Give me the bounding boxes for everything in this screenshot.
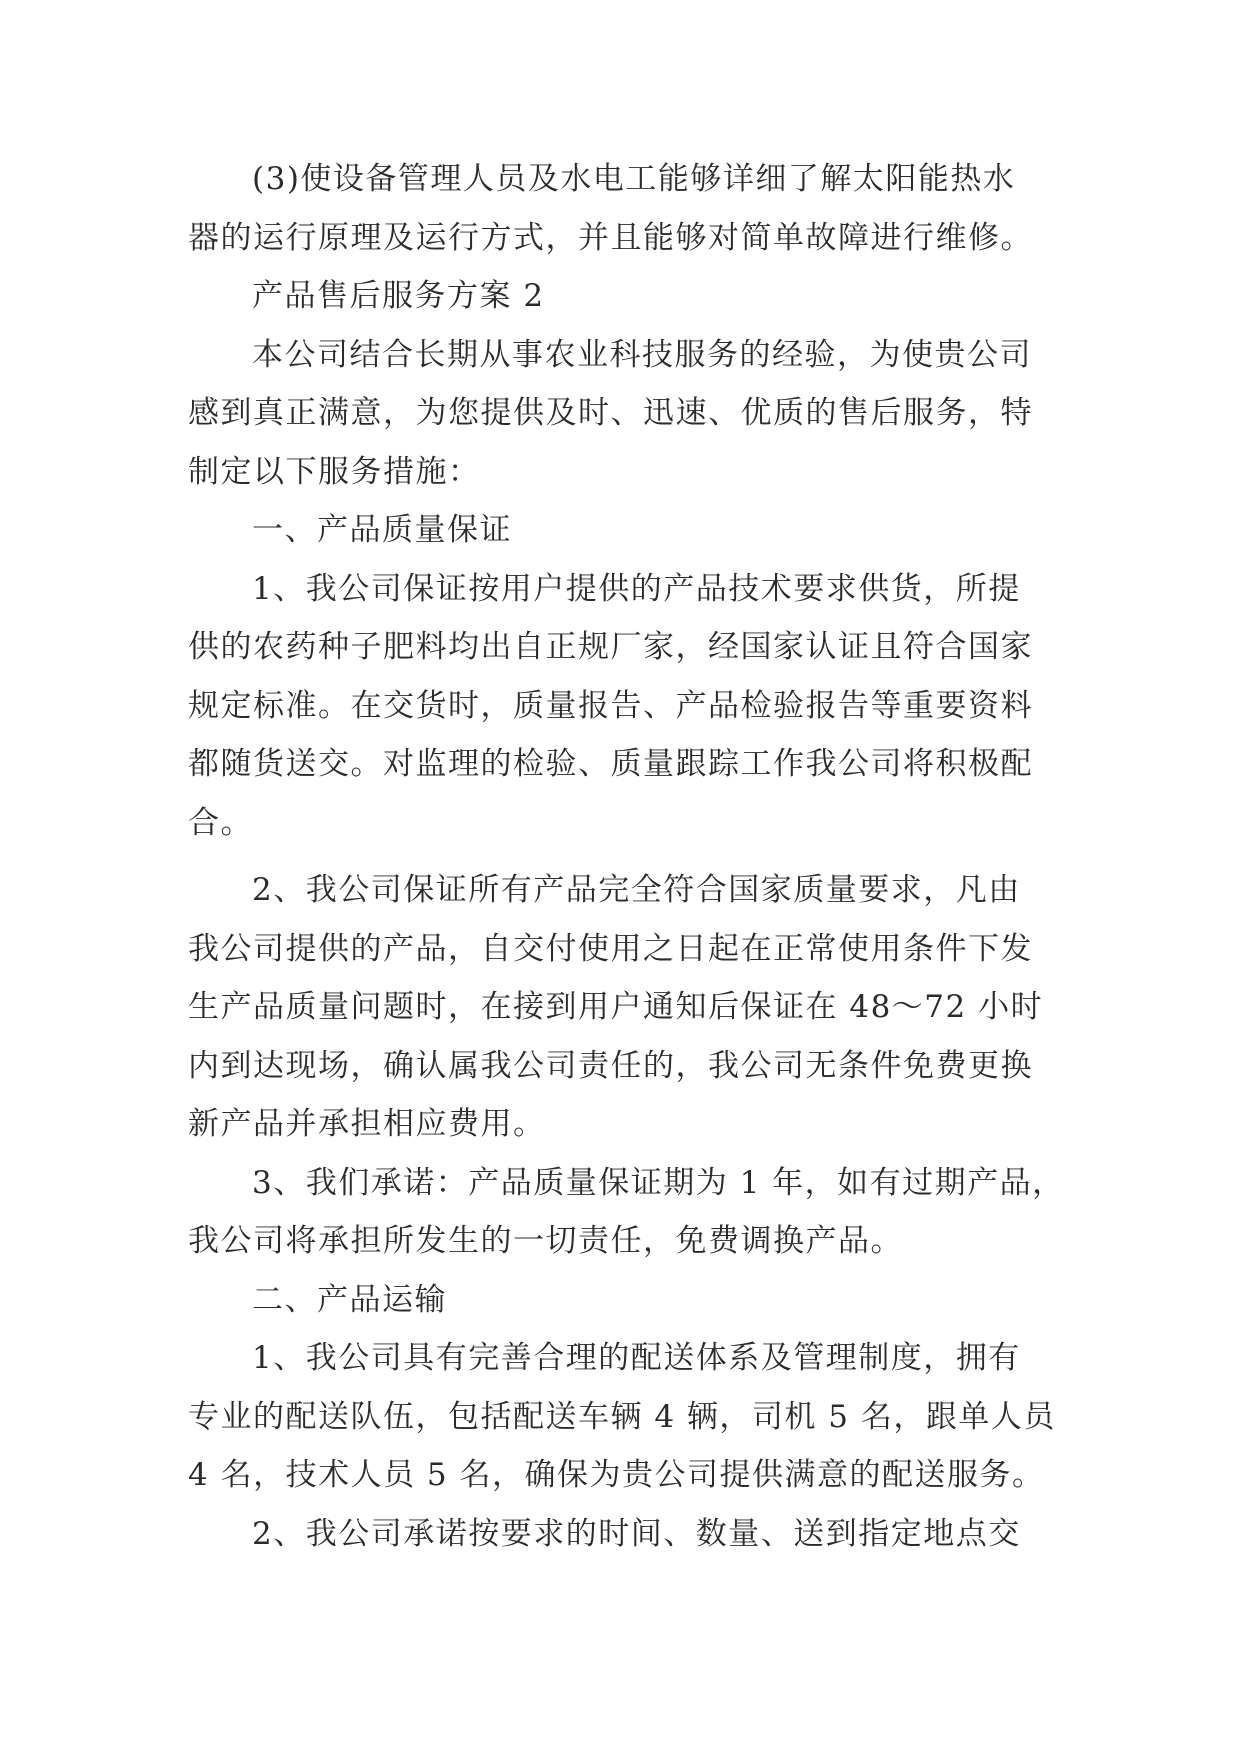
section-title-transport: 二、产品运输: [252, 1281, 447, 1318]
text-line: 2、我公司保证所有产品完全符合国家质量要求，凡由: [252, 872, 1021, 908]
paragraph-3-equipment: [188, 150, 1048, 267]
document-page: [188, 150, 1065, 1563]
text-line: 我公司将承担所发生的一切责任，免费调换产品。: [188, 1223, 903, 1259]
paragraph-quality-item-3: [188, 1154, 1065, 1271]
text-line: 1、我公司保证按用户提供的产品技术要求供货，所提: [252, 570, 1021, 607]
paragraph-transport-item-1: [188, 1329, 1056, 1505]
text-line: 生产品质量问题时，在接到用户通知后保证在 48～72 小时: [188, 989, 1044, 1025]
text-line: 都随货送交。对监理的检验、质量跟踪工作我公司将积极配: [188, 746, 1033, 782]
text-line: 制定以下服务措施：: [188, 453, 481, 490]
text-line: 3、我们承诺：产品质量保证期为 1 年，如有过期产品，: [252, 1164, 1065, 1201]
text-line: 新产品并承担相应费用。: [188, 1106, 546, 1142]
text-line: 感到真正满意，为您提供及时、迅速、优质的售后服务，特: [188, 395, 1033, 431]
text-line: 器的运行原理及运行方式，并且能够对简单故障进行维修。: [188, 219, 1033, 256]
paragraph-quality-item-2: [188, 861, 1048, 1154]
text-line: (3)使设备管理人员及水电工能够详细了解太阳能热水: [252, 161, 1016, 197]
section-title-quality: 一、产品质量保证: [252, 512, 512, 548]
text-line: 1、我公司具有完善合理的配送体系及管理制度，拥有: [252, 1340, 1021, 1376]
text-line: 本公司结合长期从事农业科技服务的经验，为使贵公司: [252, 336, 1032, 373]
text-line: 专业的配送队伍，包括配送车辆 4 辆，司机 5 名，跟单人员: [188, 1398, 1056, 1435]
text-line: 2、我公司承诺按要求的时间、数量、送到指定地点交: [252, 1515, 1021, 1552]
text-line: 内到达现场，确认属我公司责任的，我公司无条件免费更换: [188, 1047, 1033, 1084]
paragraph-intro: [188, 326, 1048, 502]
text-line: 我公司提供的产品，自交付使用之日起在正常使用条件下发: [188, 930, 1033, 967]
text-line: 供的农药种子肥料均出自正规厂家，经国家认证且符合国家: [188, 629, 1033, 665]
text-line: 合。: [188, 804, 253, 841]
text-line: 4 名，技术人员 5 名，确保为贵公司提供满意的配送服务。: [188, 1457, 1045, 1493]
text-line: 规定标准。在交货时，质量报告、产品检验报告等重要资料: [188, 687, 1033, 724]
paragraph-quality-item-1: [188, 560, 1048, 853]
section-heading-scheme-2: 产品售后服务方案 2: [252, 278, 545, 314]
paragraph-transport-item-2: [188, 1505, 1048, 1564]
